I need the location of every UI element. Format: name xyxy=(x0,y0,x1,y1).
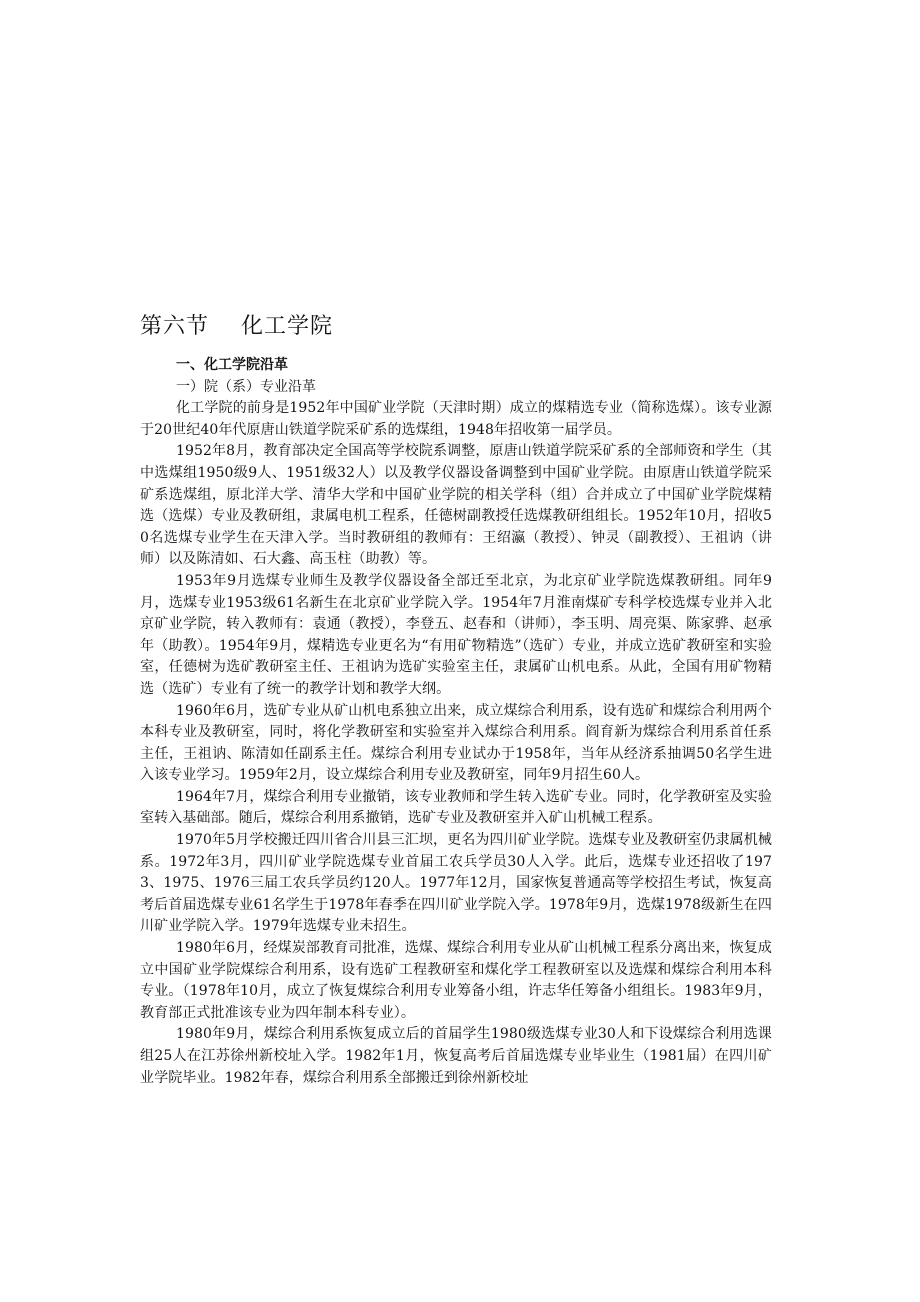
paragraph: 1970年5月学校搬迁四川省合川县三汇坝，更名为四川矿业学院。选煤专业及教研室仍隶属机械系。1972年3月，四川矿业学院选煤专业首届工农兵学员30人入学。此后，选煤专业还招收了1973、1975、1976三届工农兵学员约120人。1977年12月，国家恢复普通高等学校招生考试，恢复高考后首届选煤专业61名学生于1978年春季在四川矿业学院入学。1978年9月，选煤1978级新生在四川矿业学院入学。1979年选煤专业未招生。 xyxy=(140,832,772,935)
section-title: 第六节 化工学院 xyxy=(140,314,333,339)
paragraph: 1960年6月，选矿专业从矿山机电系独立出来，成立煤综合利用系，设有选矿和煤综合利用两个本科专业及教研室，同时，将化学教研室和实验室并入煤综合利用系。阎育新为煤综合利用系首任系主任，王祖讷、陈清如任副系主任。煤综合利用专业试办于1958年，当年从经济系抽调50名学生进入该专业学习。1959年2月，设立煤综合利用专业及教研室，同年9月招生60人。 xyxy=(140,702,772,784)
paragraph: 1980年9月，煤综合利用系恢复成立后的首届学生1980级选煤专业30人和下设煤综合利用选课组25人在江苏徐州新校址入学。1982年1月，恢复高考后首届选煤专业毕业生（1981届）在四川矿业学院毕业。1982年春，煤综合利用系全部搬迁到徐州新校址 xyxy=(140,1026,772,1086)
paragraph: 1952年8月，教育部决定全国高等学校院系调整，原唐山铁道学院采矿系的全部师资和学生（其中选煤组1950级9人、1951级32人）以及教学仪器设备调整到中国矿业学院。由原唐山铁道学院采矿系选煤组，原北洋大学、清华大学和中国矿业学院的相关学科（组）合并成立了中国矿业学院煤精选（选煤）专业及教研组，隶属电机工程系，任德树副教授任选煤教研组组长。1952年10月，招收50名选煤专业学生在天津入学。当时教研组的教师有：王绍瀛（教授）、钟灵（副教授）、王祖讷（讲师）以及陈清如、石大鑫、高玉柱（助教）等。 xyxy=(140,443,772,568)
paragraph: 1964年7月，煤综合利用专业撤销，该专业教师和学生转入选矿专业。同时，化学教研室及实验室转入基础部。随后，煤综合利用系撤销，选矿专业及教研室并入矿山机械工程系。 xyxy=(140,788,772,827)
paragraph: 1980年6月，经煤炭部教育司批准，选煤、煤综合利用专业从矿山机械工程系分离出来，恢复成立中国矿业学院煤综合利用系，设有选矿工程教研室和煤化学工程教研室以及选煤和煤综合利用本科专业。（1978年10月，成立了恢复煤综合利用专业筹备小组，许志华任筹备小组组长。1983年9月，教育部正式批准该专业为四年制本科专业）。 xyxy=(140,940,772,1021)
heading-history: 一、化工学院沿革 xyxy=(176,357,288,373)
paragraph: 化工学院的前身是1952年中国矿业学院（天津时期）成立的煤精选专业（简称选煤）。该专业源于20世纪40年代原唐山铁道学院采矿系的选煤组，1948年招收第一届学员。 xyxy=(140,400,772,438)
document-body xyxy=(140,355,772,1089)
paragraph: 1953年9月选煤专业师生及教学仪器设备全部迁至北京，为北京矿业学院选煤教研组。同年9月，选煤专业1953级61名新生在北京矿业学院入学。1954年7月淮南煤矿专科学校选煤专业并入北京矿业学院，转入教师有：袁通（教授），李登五、赵春和（讲师），李玉明、周亮渠、陈家骅、赵承年（助教）。1954年9月，煤精选专业更名为“有用矿物精选”（选矿）专业，并成立选矿教研室和实验室，任德树为选矿教研室主任、王祖讷为选矿实验室主任，隶属矿山机电系。从此，全国有用矿物精选（选矿）专业有了统一的教学计划和教学大纲。 xyxy=(140,572,772,697)
subheading-department-history: 一）院（系）专业沿革 xyxy=(176,378,316,395)
